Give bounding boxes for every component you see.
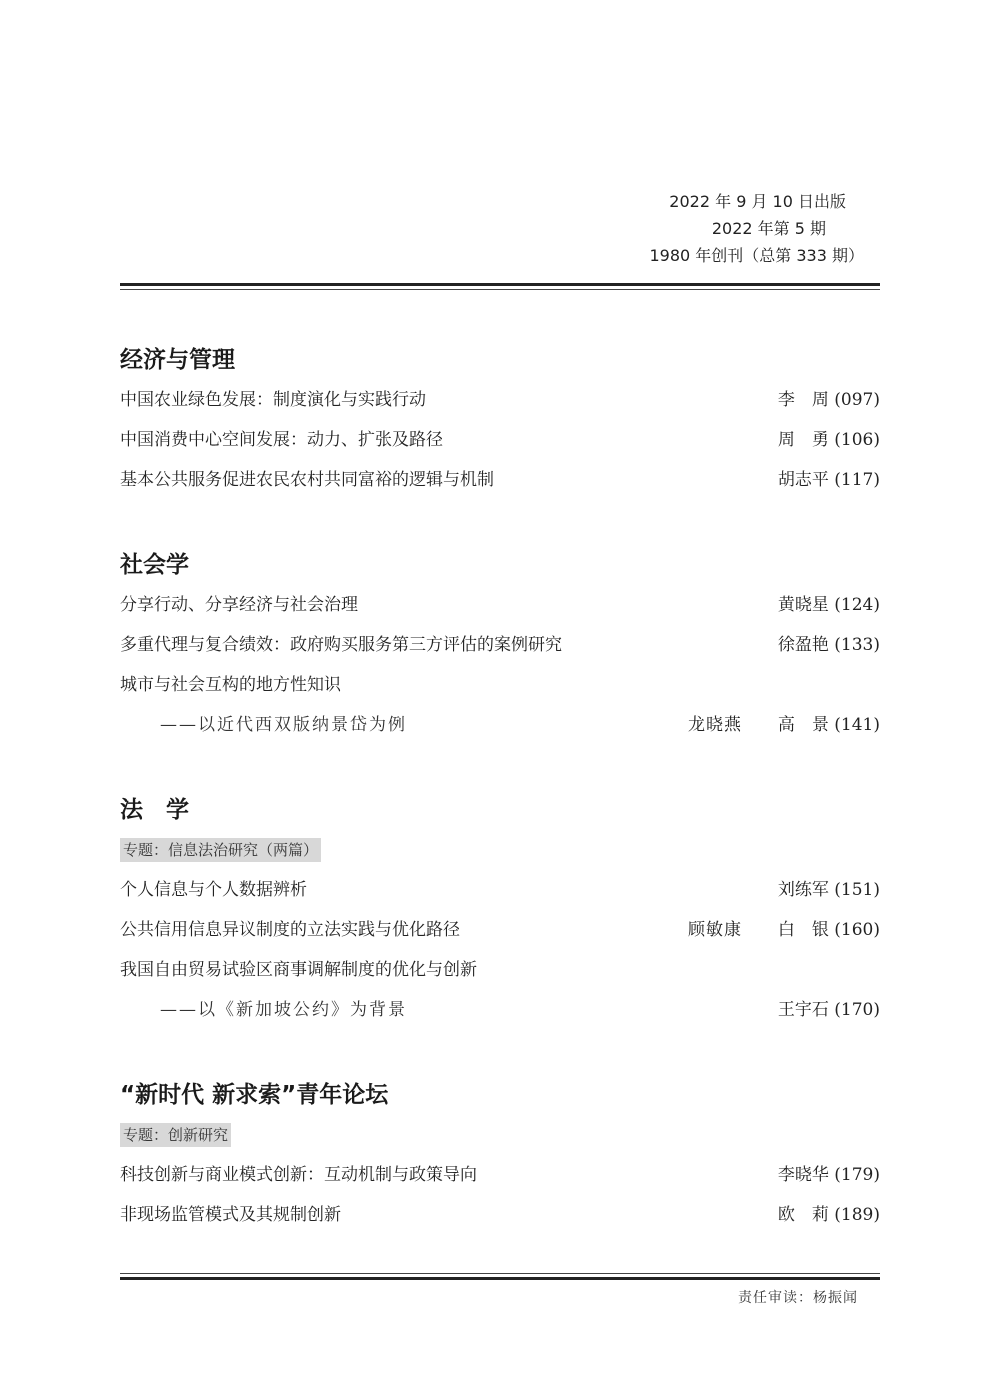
- topic-label: 专题：信息法治研究（两篇）: [120, 838, 321, 862]
- toc-entry[interactable]: [120, 380, 880, 420]
- page-number: (124): [834, 595, 880, 615]
- toc-entry[interactable]: [120, 420, 880, 460]
- section-title: 经济与管理: [120, 347, 235, 373]
- toc-entry[interactable]: [120, 585, 880, 625]
- page-number: (189): [834, 1205, 880, 1225]
- article-author: 白 银: [777, 920, 829, 940]
- article-author: 李 周: [777, 390, 829, 410]
- article-author: 胡志平: [777, 470, 829, 490]
- top-divider-thin: [120, 289, 880, 290]
- article-author: 高 景: [777, 715, 829, 735]
- bottom-divider-thin: [120, 1273, 880, 1274]
- section-title: 法 学: [120, 797, 189, 823]
- article-title: 多重代理与复合绩效：政府购买服务第三方评估的案例研究: [120, 635, 562, 655]
- toc-entry[interactable]: [120, 910, 880, 950]
- toc-entry[interactable]: [120, 870, 880, 910]
- article-coauthor: 龙晓燕: [688, 715, 742, 735]
- article-author: 李晓华: [777, 1165, 829, 1185]
- section-law: [120, 790, 880, 1030]
- article-title: 中国消费中心空间发展：动力、扩张及路径: [120, 430, 443, 450]
- article-author: 徐盈艳: [777, 635, 829, 655]
- page-number: (097): [834, 390, 880, 410]
- page-number: (170): [834, 1000, 880, 1020]
- article-title: 基本公共服务促进农民农村共同富裕的逻辑与机制: [120, 470, 494, 490]
- toc-entry[interactable]: [120, 460, 880, 500]
- toc-entry[interactable]: [120, 625, 880, 665]
- page-number: (117): [834, 470, 880, 490]
- article-author: 王宇石: [777, 1000, 829, 1020]
- article-author: 黄晓星: [777, 595, 829, 615]
- article-author: 周 勇: [777, 430, 829, 450]
- publication-date: 2022 年 9 月 10 日出版: [669, 192, 846, 211]
- section-economics: [120, 340, 880, 500]
- toc-entry-subtitle[interactable]: [120, 705, 880, 745]
- page-number: (141): [834, 715, 880, 735]
- page-number: (151): [834, 880, 880, 900]
- article-title: 分享行动、分享经济与社会治理: [120, 595, 358, 615]
- article-title: 城市与社会互构的地方性知识: [120, 675, 341, 695]
- section-sociology: [120, 545, 880, 745]
- founding-info: 1980 年创刊（总第 333 期）: [649, 246, 864, 265]
- article-coauthor: 顾敏康: [688, 920, 742, 940]
- publication-info: [504, 188, 864, 269]
- top-divider-thick: [120, 283, 880, 286]
- section-title: “新时代 新求索”青年论坛: [120, 1082, 389, 1108]
- article-title: 中国农业绿色发展：制度演化与实践行动: [120, 390, 426, 410]
- article-title: 非现场监管模式及其规制创新: [120, 1205, 341, 1225]
- responsible-reviewer: 责任审读：杨振闻: [738, 1290, 858, 1306]
- article-title: 公共信用信息异议制度的立法实践与优化路径: [120, 920, 460, 940]
- article-author: 欧 莉: [777, 1205, 829, 1225]
- section-youth-forum: [120, 1075, 880, 1235]
- toc-entry[interactable]: [120, 1155, 880, 1195]
- article-title: 科技创新与商业模式创新：互动机制与政策导向: [120, 1165, 477, 1185]
- article-author: 刘练军: [777, 880, 829, 900]
- page-number: (106): [834, 430, 880, 450]
- article-subtitle: ——以近代西双版纳景岱为例: [160, 715, 407, 735]
- toc-entry[interactable]: [120, 665, 880, 705]
- article-title: 我国自由贸易试验区商事调解制度的优化与创新: [120, 960, 477, 980]
- page-number: (179): [834, 1165, 880, 1185]
- article-subtitle: ——以《新加坡公约》为背景: [160, 1000, 407, 1020]
- toc-entry-subtitle[interactable]: [120, 990, 880, 1030]
- topic-label: 专题：创新研究: [120, 1123, 231, 1147]
- article-title: 个人信息与个人数据辨析: [120, 880, 307, 900]
- toc-entry[interactable]: [120, 1195, 880, 1235]
- toc-entry[interactable]: [120, 950, 880, 990]
- bottom-divider-thick: [120, 1277, 880, 1280]
- page-number: (133): [834, 635, 880, 655]
- section-title: 社会学: [120, 552, 189, 578]
- page-number: (160): [834, 920, 880, 940]
- issue-number: 2022 年第 5 期: [711, 219, 826, 238]
